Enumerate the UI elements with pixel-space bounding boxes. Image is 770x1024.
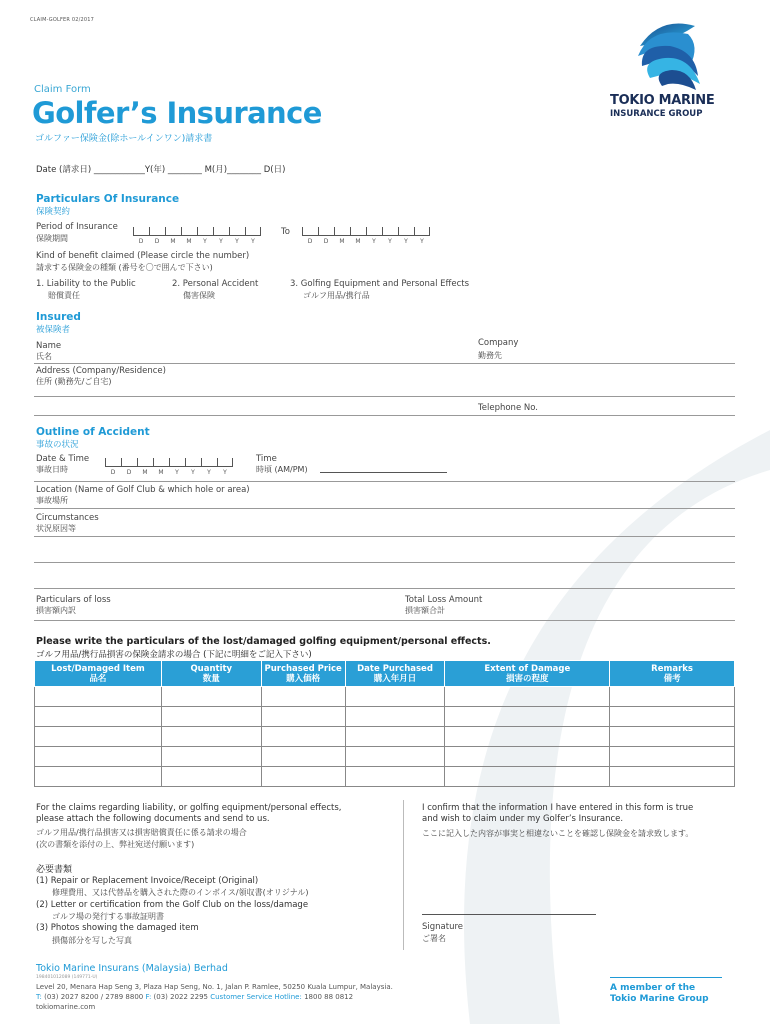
accident-section-title-jp: 事故の状況 [36, 440, 79, 450]
confirmation-line-2: and wish to claim under my Golfer’s Insurance. [422, 814, 624, 824]
particulars-of-loss-label: Particulars of loss [36, 595, 111, 605]
time-label: Time [256, 454, 277, 464]
name-label: Name [36, 341, 62, 351]
company-label: Company [478, 338, 519, 348]
hotline-number: 1800 88 0812 [304, 993, 354, 1001]
confirmation-line-1: I confirm that the information I have entered in this form is true [422, 803, 694, 813]
option-personal-accident-jp: 傷害保険 [183, 291, 215, 300]
documents-intro-1: For the claims regarding liability, or golfing equipment/personal effects, [36, 803, 342, 813]
signature-label-jp: ご署名 [422, 934, 446, 943]
option-liability[interactable]: 1. Liability to the Public [36, 279, 136, 289]
circumstances-line-3[interactable] [34, 588, 735, 589]
tel-prefix: T: [36, 993, 42, 1001]
document-item-3: (3) Photos showing the damaged item [36, 923, 199, 933]
particulars-section-title-jp: 保険契約 [36, 207, 71, 217]
location-label-jp: 事故場所 [36, 496, 68, 505]
option-golfing-equipment-jp: ゴルフ用品/携行品 [303, 291, 370, 300]
period-label: Period of Insurance [36, 222, 118, 232]
logo-wordmark: TOKIO MARINE [610, 93, 715, 108]
member-rule [610, 977, 722, 978]
insured-section-title: Insured [36, 311, 81, 323]
location-field-line[interactable] [34, 508, 735, 509]
equipment-table [34, 660, 735, 787]
table-header-row [35, 661, 735, 687]
required-documents-title: 必要書類 [36, 865, 73, 875]
telephone-field-line[interactable] [34, 415, 735, 416]
signature-label: Signature [422, 922, 464, 932]
circumstances-label: Circumstances [36, 513, 99, 523]
column-header-price: Purchased Price 購入価格 [261, 661, 345, 687]
accident-section-title: Outline of Accident [36, 426, 150, 438]
logo-subtitle: INSURANCE GROUP [610, 109, 703, 119]
documents-intro-jp-2: (次の書類を添付の上、弊社宛送付願います) [36, 840, 195, 849]
particulars-section-title: Particulars Of Insurance [36, 193, 180, 205]
column-divider [403, 800, 404, 950]
table-row [35, 747, 735, 767]
period-from-date-boxes[interactable] [133, 227, 261, 236]
form-code: CLAIM-GOLFER 02/2017 [30, 17, 95, 23]
time-field-line[interactable] [320, 472, 447, 473]
location-label: Location (Name of Golf Club & which hole or area) [36, 485, 250, 495]
loss-field-line[interactable] [34, 620, 735, 621]
document-item-1-jp: 修理費用、又は代替品を購入された際のインボイス/領収書(オリジナル) [52, 888, 309, 897]
company-label-jp: 勤務先 [478, 351, 502, 360]
documents-intro-jp-1: ゴルフ用品/携行品損害又は損害賠償責任に係る請求の場合 [36, 828, 247, 837]
telephone-label: Telephone No. [478, 403, 538, 413]
time-label-jp: 時頃 (AM/PM) [256, 465, 308, 474]
table-row [35, 707, 735, 727]
total-loss-label: Total Loss Amount [405, 595, 483, 605]
tel-number: (03) 2027 8200 / 2789 8800 [44, 993, 144, 1001]
document-item-3-jp: 損傷部分を写した写真 [52, 936, 132, 945]
footer-registration: 198401012089 (149771-U) [36, 975, 98, 980]
particulars-of-loss-label-jp: 損害額内訳 [36, 606, 76, 615]
column-header-extent: Extent of Damage 損害の程度 [445, 661, 610, 687]
option-golfing-equipment[interactable]: 3. Golfing Equipment and Personal Effects [290, 279, 470, 289]
footer-company-name: Tokio Marine Insurans (Malaysia) Berhad [36, 963, 228, 974]
document-item-2: (2) Letter or certification from the Golf Club on the loss/damage [36, 900, 309, 910]
accident-datetime-label: Date & Time [36, 454, 90, 464]
column-header-quantity: Quantity 数量 [161, 661, 261, 687]
address-label-jp: 住所 (勤務先/ご自宅) [36, 377, 112, 386]
claim-form-label: Claim Form [34, 84, 91, 95]
circumstances-label-jp: 状況原因等 [36, 524, 76, 533]
fax-prefix: F: [145, 993, 152, 1001]
period-from-date-letters: D D M M Y Y Y Y [138, 238, 255, 245]
kind-of-benefit-label-jp: 請求する保険金の種類 (番号を〇で囲んで下さい) [36, 263, 213, 272]
request-date-field[interactable]: Date (請求日) ____________Y(年) ________ M(月)________ D(日) [36, 165, 286, 175]
table-row [35, 767, 735, 787]
column-header-date: Date Purchased 購入年月日 [345, 661, 445, 687]
fax-number: (03) 2022 2295 [153, 993, 208, 1001]
column-header-remarks: Remarks 備考 [610, 661, 735, 687]
hotline-label: Customer Service Hotline: [210, 993, 302, 1001]
kind-of-benefit-label: Kind of benefit claimed (Please circle the number) [36, 251, 250, 261]
column-header-item: Lost/Damaged Item 品名 [35, 661, 162, 687]
insured-section-title-jp: 被保険者 [36, 325, 71, 335]
page-title: Golfer’s Insurance [32, 96, 322, 130]
footer-contact [36, 993, 353, 1001]
confirmation-line-jp: ここに記入した内容が事実と相違ないことを確認し保険金を請求致します。 [422, 829, 694, 838]
name-field-line[interactable] [34, 363, 735, 364]
member-badge: A member of the Tokio Marine Group [610, 983, 709, 1004]
period-to-label: To [281, 227, 290, 237]
footer-address: Level 20, Menara Hap Seng 3, Plaza Hap Seng, No. 1, Jalan P. Ramlee, 50250 Kuala Lumpur, Malaysia. [36, 983, 393, 991]
table-row [35, 687, 735, 707]
option-personal-accident[interactable]: 2. Personal Accident [172, 279, 259, 289]
document-item-2-jp: ゴルフ場の発行する事故証明書 [52, 912, 164, 921]
period-to-date-boxes[interactable] [302, 227, 430, 236]
table-row [35, 727, 735, 747]
period-to-date-letters: D D M M Y Y Y Y [307, 238, 424, 245]
circumstances-line-1[interactable] [34, 536, 735, 537]
option-liability-jp: 賠償責任 [48, 291, 80, 300]
document-item-1: (1) Repair or Replacement Invoice/Receipt (Original) [36, 876, 259, 886]
accident-datetime-label-jp: 事故日時 [36, 465, 68, 474]
accident-date-letters: D D M M Y Y Y Y [110, 469, 227, 476]
name-label-jp: 氏名 [36, 352, 52, 361]
page-title-jp: ゴルファー保険金(除ホールインワン)請求書 [35, 134, 213, 144]
signature-line[interactable] [422, 914, 596, 915]
period-label-jp: 保険期間 [36, 234, 68, 243]
datetime-divider [34, 481, 735, 482]
equipment-heading: Please write the particulars of the lost/damaged golfing equipment/personal effects. [36, 636, 491, 647]
total-loss-label-jp: 損害額合計 [405, 606, 445, 615]
address-label: Address (Company/Residence) [36, 366, 166, 376]
circumstances-line-2[interactable] [34, 562, 735, 563]
accident-date-boxes[interactable] [105, 458, 233, 467]
documents-intro-2: please attach the following documents and send to us. [36, 814, 270, 824]
footer-website-link[interactable]: tokiomarine.com [36, 1003, 96, 1011]
equipment-heading-jp: ゴルフ用品/携行品損害の保険金請求の場合 (下記に明細をご記入下さい) [36, 650, 312, 660]
address-field-line[interactable] [34, 396, 735, 397]
